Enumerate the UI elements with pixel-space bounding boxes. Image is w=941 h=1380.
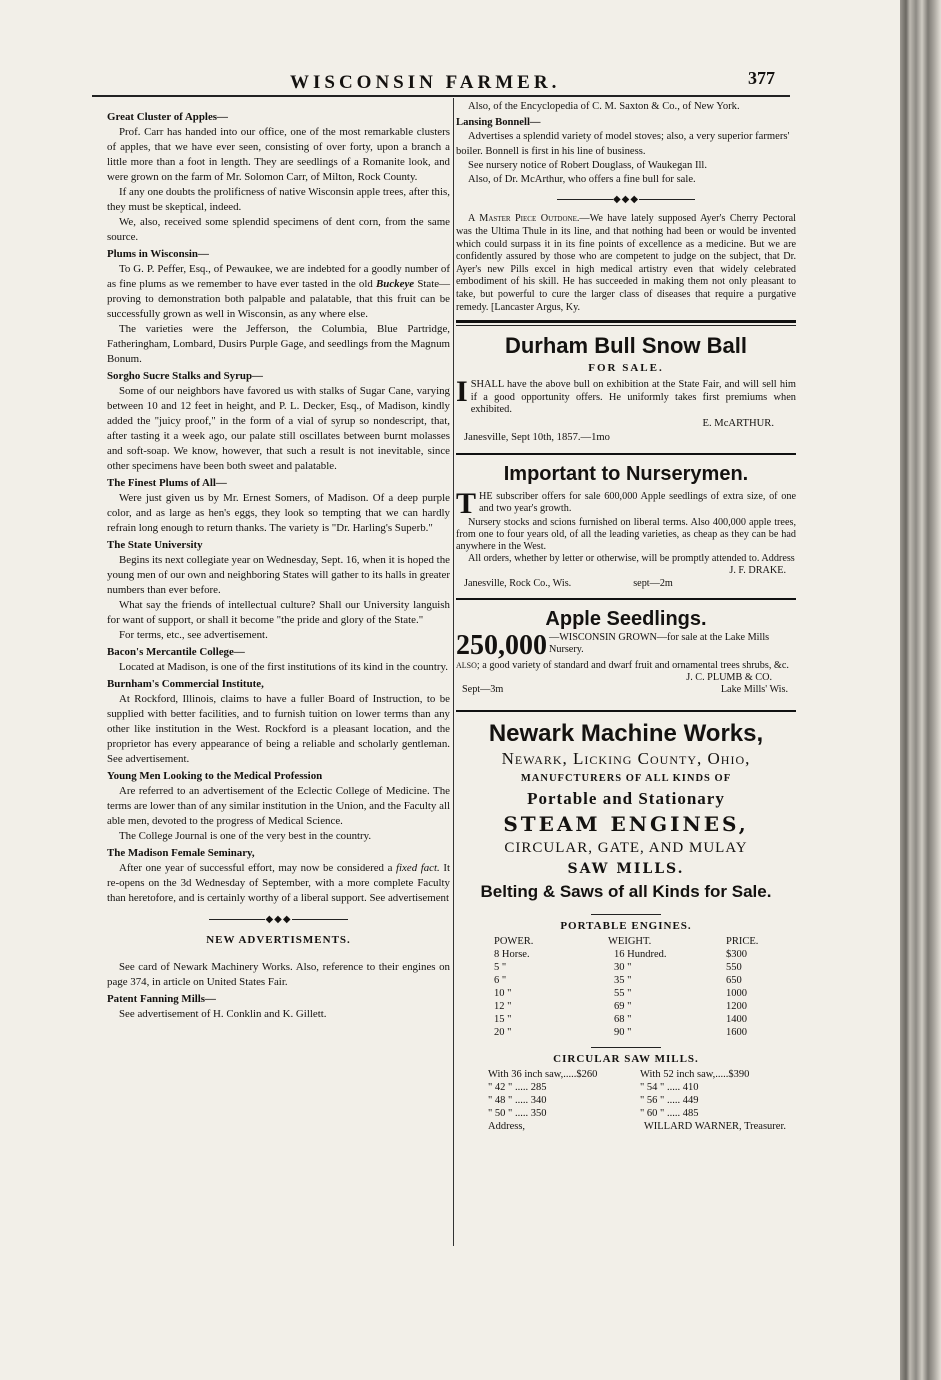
- bacon-heading: Bacon's Mercantile College—: [107, 646, 245, 658]
- saw-cell: " 42 " ..... 285: [488, 1082, 547, 1094]
- also-label: ALSO: [456, 661, 477, 670]
- engines-cell: 8 Horse.: [494, 949, 530, 961]
- emphasis: fixed fact.: [395, 862, 440, 874]
- saw-cell: " 50 " ..... 350: [488, 1108, 547, 1120]
- engines-cell: 1200: [726, 1001, 747, 1013]
- nursery-address-line: [456, 577, 796, 590]
- young-men-heading: Young Men Looking to the Medical Profession: [107, 770, 323, 782]
- durham-subtitle: FOR SALE.: [588, 362, 664, 375]
- saw-row: [488, 1107, 796, 1120]
- ad-rule: [456, 325, 796, 326]
- engines-cell: 10 ": [494, 988, 512, 1000]
- lansing-paragraph: See nursery notice of Robert Douglass, of Waukegan Ill.: [468, 159, 708, 171]
- saw-row: [488, 1094, 796, 1107]
- engines-cell: 15 ": [494, 1014, 512, 1026]
- apples-paragraph: If any one doubts the prolificness of native Wisconsin apple trees, after this, they must be skeptical, indeed.: [107, 186, 450, 213]
- column-divider: [453, 98, 454, 1246]
- engines-cell: 16 Hundred.: [614, 949, 667, 961]
- young-men-paragraph: Are referred to an advertisement of the Eclectic College of Medicine. The terms are lower than of any similar institution in the Union, and the Faculty all able men, devoted to the progress of Medical Science.: [107, 785, 450, 827]
- engines-table: [490, 935, 780, 1039]
- engines-row: [490, 987, 780, 1000]
- university-paragraph: Begins its next collegiate year on Wednesday, Sept. 16, when it is hoped the young men of our own and neighboring States will gather to its halls in greater numbers than ever before.: [107, 554, 450, 596]
- saw-row: [488, 1081, 796, 1094]
- engines-cell: 1600: [726, 1027, 747, 1039]
- engines-heading: PORTABLE ENGINES.: [560, 920, 692, 932]
- saw-cell: " 60 " ..... 485: [640, 1108, 699, 1120]
- ayer-lead: A Master Piece Outdone.: [468, 213, 580, 225]
- engines-cell: 550: [726, 962, 742, 974]
- seedlings-row: [456, 632, 796, 660]
- ad-rule: [456, 598, 796, 600]
- sorgho-heading: Sorgho Sucre Stalks and Syrup—: [107, 370, 263, 382]
- ayer-paragraph: [456, 213, 796, 314]
- fanning-heading: Patent Fanning Mills—: [107, 993, 216, 1005]
- ornament-line: [292, 919, 348, 920]
- newark-location: Newark, Licking County, Ohio,: [501, 749, 751, 768]
- engines-row: [490, 961, 780, 974]
- engines-row: [490, 974, 780, 987]
- durham-paragraph: [456, 375, 796, 416]
- seedlings-signature: J. C. PLUMB & CO.: [686, 672, 772, 683]
- short-rule: [591, 1047, 661, 1048]
- ornament-divider: [456, 193, 796, 207]
- lansing-paragraph: Advertises a splendid variety of model stoves; also, a very superior farmers' boiler. Bonnell is first in his line of business.: [456, 131, 790, 157]
- ornament-line: [209, 919, 265, 920]
- engines-cell: 35 ": [614, 975, 632, 987]
- column-header: POWER.: [494, 936, 534, 948]
- apples-paragraph: Prof. Carr has handed into our office, one of the most remarkable clusters of apples, that we have ever seen, consisting of over forty, upon a branch a little more than a foot in length. They are seedlings of a Romanite look, and were grown on the farm of Mr. Solomon Carr, of Milton, Rock County.: [107, 126, 450, 183]
- fanning-paragraph: See advertisement of H. Conklin and K. Gillett.: [119, 1008, 327, 1020]
- engines-cell: 650: [726, 975, 742, 987]
- university-paragraph: What say the friends of intellectual culture? Shall our University languish for want of support, or shall it become "the pride and glory of the State.": [107, 599, 450, 626]
- seedlings-date: Sept—3m: [462, 684, 504, 695]
- durham-title: Durham Bull Snow Ball: [504, 333, 748, 359]
- nursery-date: sept—2m: [633, 578, 673, 589]
- seedlings-paragraph: [456, 660, 796, 672]
- seedlings-text: —WISCONSIN GROWN—for sale at the Lake Mills Nursery.: [549, 632, 770, 655]
- young-men-paragraph: The College Journal is one of the very best in the country.: [119, 830, 372, 842]
- engines-cell: 1000: [726, 988, 747, 1000]
- masthead-title: WISCONSIN FARMER.: [290, 72, 561, 93]
- saw-row: [488, 1068, 796, 1081]
- text-run: It re-opens on the 3d Wednesday of September, with a more complete Faculty than heretofore, and is certainly worthy of a liberal support. See advertisement: [107, 862, 450, 904]
- saw-cell: With 52 inch saw,.....$390: [640, 1069, 750, 1081]
- saw-mills-grid: [456, 1068, 796, 1120]
- newark-title: Newark Machine Works,: [488, 720, 764, 747]
- lansing-heading: Lansing Bonnell—: [456, 117, 541, 129]
- university-heading: The State University: [107, 539, 203, 551]
- left-column: [107, 108, 450, 1022]
- new-ads-heading: NEW ADVERTISMENTS.: [206, 934, 351, 946]
- nursery-address: Janesville, Rock Co., Wis.: [464, 578, 572, 589]
- engines-row: [490, 1026, 780, 1039]
- engines-header-row: [490, 935, 780, 948]
- ayer-source: [Lancaster Argus, Ky.: [490, 301, 581, 313]
- plums-paragraph: [107, 262, 450, 322]
- burnham-heading: Burnham's Commercial Institute,: [107, 678, 264, 690]
- saw-signature: WILLARD WARNER, Treasurer.: [643, 1121, 786, 1133]
- ornament-glyph: ◆◆◆: [612, 194, 640, 206]
- seedlings-title: Apple Seedlings.: [545, 608, 707, 630]
- engines-row: [490, 948, 780, 961]
- ad-rule: [456, 320, 796, 323]
- engines-cell: 5 ": [494, 962, 507, 974]
- ornament-line: [557, 199, 613, 200]
- engines-cell: 69 ": [614, 1001, 632, 1013]
- saw-cell: " 48 " ..... 340: [488, 1095, 547, 1107]
- drop-cap: I: [456, 375, 468, 409]
- page-number: 377: [748, 68, 775, 88]
- drop-cap: T: [456, 487, 477, 520]
- ad-rule: [456, 453, 796, 455]
- newark-steam-engines: STEAM ENGINES,: [503, 812, 749, 836]
- text-run: SHALL have the above bull on exhibition at the State Fair, and will sell him if a good opportunity offers. He uniformly takes first premiums when exhibited.: [470, 379, 796, 416]
- newark-portable: Portable and Stationary: [527, 789, 725, 808]
- saxton-paragraph: Also, of the Encyclopedia of C. M. Saxton & Co., of New York.: [468, 101, 740, 112]
- header-rule: [92, 95, 790, 97]
- nursery-paragraph: All orders, whether by letter or otherwise, will be promptly attended to. Address: [468, 553, 795, 564]
- bacon-paragraph: Located at Madison, is one of the first institutions of its kind in the country.: [119, 661, 448, 673]
- sorgho-paragraph: Some of our neighbors have favored us with stalks of Sugar Cane, varying between 10 and 12 feet in height, and P. L. Decker, Esq., of Madison, kindly added the "juicy proof," in the form of a vial of syrup so nondescript, that, after tasting it a week ago, our palate still oscillates between burnt molasses and soft-soap. We know, however, that such a result is not inevitable, since other specimens have been both sweet and palatable.: [107, 385, 450, 472]
- saw-footer: [456, 1120, 796, 1133]
- engines-cell: 55 ": [614, 988, 632, 1000]
- saw-mills-heading: CIRCULAR SAW MILLS.: [553, 1053, 699, 1066]
- engines-cell: 20 ": [494, 1027, 512, 1039]
- finest-plums-paragraph: Were just given us by Mr. Ernest Somers, of Madison. Of a deep purple color, and as large as hen's eggs, they look so tempting that we can hardly refrain long enough to return thanks. The variety is "Dr. Harling's Superb.": [107, 492, 450, 534]
- right-column: [456, 100, 796, 1133]
- saw-cell: " 56 " ..... 449: [640, 1095, 699, 1107]
- ornament-glyph: ◆◆◆: [265, 914, 292, 925]
- saw-cell: " 54 " ..... 410: [640, 1082, 699, 1094]
- university-paragraph: For terms, etc., see advertisement.: [119, 629, 268, 641]
- finest-plums-heading: The Finest Plums of All—: [107, 477, 227, 489]
- ornament-divider: [107, 912, 450, 927]
- text-run: State—proving to demonstration both palpable and palatable, that this fruit can be successfully grown as well in Wisconsin, as any where else.: [107, 278, 450, 320]
- newark-manufacturers: MANUFCTURERS OF ALL KINDS OF: [520, 773, 732, 784]
- emphasis: Buckeye: [376, 278, 415, 290]
- engines-cell: 90 ": [614, 1027, 632, 1039]
- text-run: HE subscriber offers for sale 600,000 Apple seedlings of extra size, of one and two year's growth.: [479, 491, 796, 514]
- seminary-paragraph: [107, 861, 450, 906]
- newark-belting: Belting & Saws of all Kinds for Sale.: [480, 882, 772, 901]
- seedlings-footer: [456, 684, 796, 696]
- saw-address: Address,: [488, 1121, 526, 1133]
- engines-cell: 68 ": [614, 1014, 632, 1026]
- text-run: ; a good variety of standard and dwarf fruit and ornamental trees shrubs, &c.: [476, 660, 789, 671]
- durham-signature: E. McARTHUR.: [702, 417, 774, 429]
- engines-row: [490, 1013, 780, 1026]
- plums-heading: Plums in Wisconsin—: [107, 248, 209, 260]
- engines-cell: 6 ": [494, 975, 507, 987]
- nursery-signature: J. F. DRAKE.: [729, 565, 786, 576]
- ornament-line: [639, 199, 695, 200]
- new-ads-paragraph: See card of Newark Machinery Works. Also, reference to their engines on page 374, in article on United States Fair.: [107, 961, 450, 988]
- lansing-paragraph: Also, of Dr. McArthur, who offers a fine bull for sale.: [468, 174, 696, 186]
- plums-paragraph: The varieties were the Jefferson, the Columbia, Blue Partridge, Fatheringham, Lombard, Dusirs Purple Gage, and seedlings from the Magnum Bonum.: [107, 323, 450, 365]
- engines-cell: $300: [726, 949, 747, 961]
- burnham-paragraph: At Rockford, Illinois, claims to have a fuller Board of Instruction, to be supplied with better facilities, and to furnish tuition on lower terms than any other like institution in the West. Rockford is a pleasant location, and the proprietor has every appearance of being a reliable and scholarly gentleman. See advertisement.: [107, 693, 450, 765]
- engines-cell: 30 ": [614, 962, 632, 974]
- newark-mills-line: CIRCULAR, GATE, AND MULAY: [504, 840, 748, 856]
- text-run: After one year of successful effort, may now be considered a: [119, 862, 396, 874]
- ad-rule: [456, 710, 796, 712]
- engines-cell: 1400: [726, 1014, 747, 1026]
- newark-saw-mills: SAW MILLS.: [567, 861, 685, 877]
- apples-paragraph: We, also, received some splendid specimens of dent corn, from the same source.: [107, 216, 450, 243]
- nursery-paragraph: Nursery stocks and scions furnished on liberal terms. Also 400,000 apple trees, from one to four years old, of all the leading varieties, as cheap as they can be had anywhere in the West.: [456, 517, 796, 552]
- seedlings-place: Lake Mills' Wis.: [720, 684, 788, 695]
- durham-date: Janesville, Sept 10th, 1857.—1mo: [464, 431, 610, 443]
- seedlings-number: 250,000: [456, 630, 547, 661]
- text-run: —We have lately supposed Ayer's Cherry Pectoral was the Ultima Thule in its line, and that nothing had been or would be invented which could surpass it in its fine points of excellence as a medicine. But we are confidently assured by those who are competent to judge on the subject, that Dr. Ayer's new Pills excel in high medical artistry even that widely celebrated embodiment of his skill. He has succeeded in making them not only pleasant to take, but powerful to cure the larger class of diseases that require a purgative remedy.: [456, 213, 796, 313]
- saw-cell: With 36 inch saw,.....$260: [488, 1069, 598, 1081]
- column-header: WEIGHT.: [608, 936, 652, 948]
- engines-row: [490, 1000, 780, 1013]
- nursery-title: Important to Nurserymen.: [503, 463, 749, 485]
- seminary-heading: The Madison Female Seminary,: [107, 847, 255, 859]
- text-run: To G. P. Peffer, Esq., of Pewaukee, we are indebted for a goodly number of as fine plums as we remember to have ever tasted in the old: [107, 263, 450, 290]
- apples-heading: Great Cluster of Apples—: [107, 111, 228, 123]
- binding-edge: [900, 0, 941, 1380]
- short-rule: [591, 914, 661, 915]
- nursery-paragraph: [456, 487, 796, 520]
- column-header: PRICE.: [726, 936, 759, 948]
- engines-cell: 12 ": [494, 1001, 512, 1013]
